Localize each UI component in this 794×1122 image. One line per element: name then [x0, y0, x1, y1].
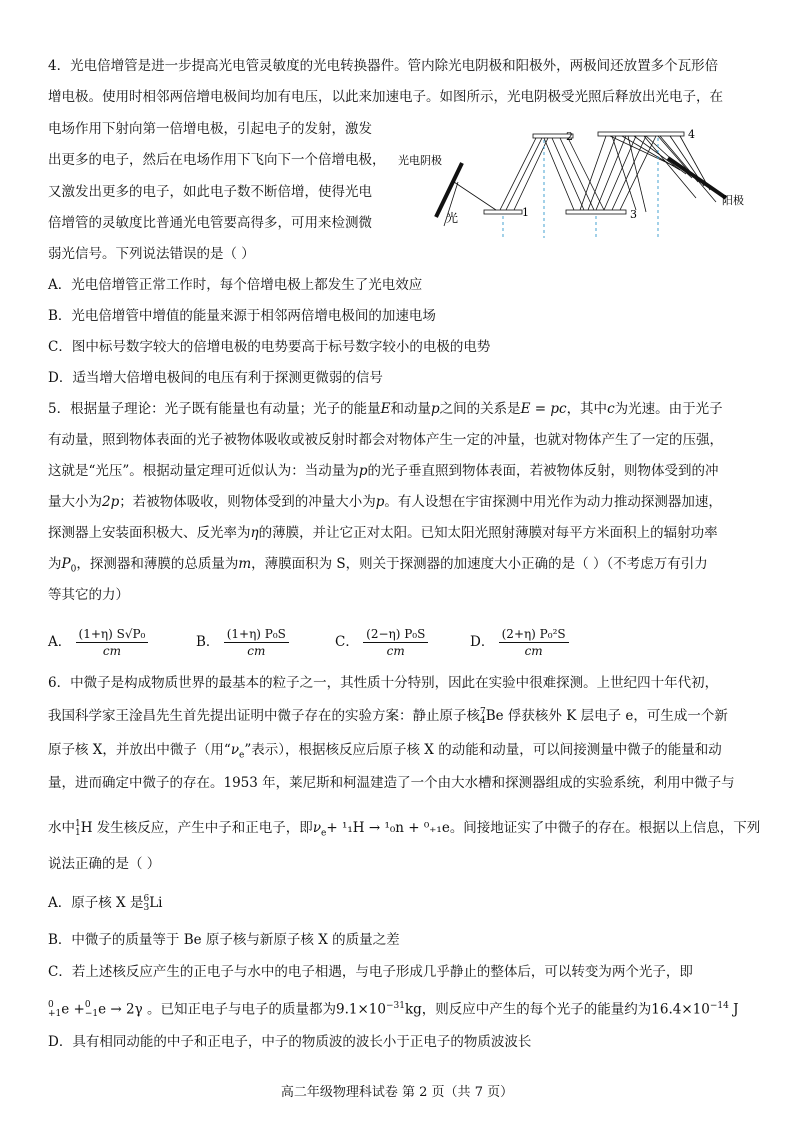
q6-line-3: 原子核 X，并放出中微子（用“$\nu_e$”表示），根据核反应后原子核 X 的动能和动量，可以间接测量中微子的能量和动 — [48, 742, 722, 761]
q4-line-2: 增电极。使用时相邻两倍增电极间均加有电压，以此来加速电子。如图所示，光电阴极受光照后释放出光电子，在 — [48, 89, 723, 105]
q4-option-d: D．适当增大倍增电极间的电压有利于探测更微弱的信号 — [48, 370, 383, 386]
page-footer: 高二年级物理科试卷 第 2 页（共 7 页） — [280, 1085, 514, 1100]
q4-line-1: 4．光电倍增管是进一步提高光电管灵敏度的光电转换器件。管内除光电阴极和阳极外，两极间还放置多个瓦形倍 — [48, 58, 719, 74]
fig-label-4: 4 — [688, 128, 695, 141]
q5-option-a: A． $\frac{\text{(1+η) S√P₀}}{cm}$ — [48, 626, 148, 659]
q5-line-1: 5．根据量子理论：光子既有能量也有动量；光子的能量E和动量p之间的关系是E = pc，其中c为光速。由于光子 — [48, 401, 723, 417]
q6-option-b: B．中微子的质量等于 Be 原子核与新原子核 X 的质量之差 — [48, 932, 400, 948]
fig-label-cathode: 光电阴极 — [398, 154, 442, 167]
fig-label-2: 2 — [566, 130, 573, 143]
q4-line-4: 出更多的电子，然后在电场作用下飞向下一个倍增电极， — [48, 152, 386, 168]
q5-option-b: B． $\frac{\text{(1+η) P₀S}}{cm}$ — [196, 626, 289, 659]
q6-line-4: 量，进而确定中微子的存在。1953 年，莱尼斯和柯温建造了一个由大水槽和探测器组成的实验系统，利用中微子与 — [48, 775, 735, 791]
q6-option-d: D．具有相同动能的中子和正电子，中子的物质波的波长小于正电子的物质波波长 — [48, 1034, 532, 1050]
q6-option-c-line-2: 0 +1 e + 0 −1 e → 2γ 。已知正电子与电子的质量都为$9.1\times 10^{-31}kg$，则反应中产生的每个光子的能量约为$16.4\times 10^{-14}$ J — [48, 1000, 739, 1019]
q4-option-c: C．图中标号数字较大的倍增电极的电势要高于标号数字较小的电极的电势 — [48, 339, 491, 355]
q6-line-2: 我国科学家王淦昌先生首先提出证明中微子存在的实验方案：静止原子核 7 4 Be 俘获核外 K 层电子 e，可生成一个新 — [48, 706, 728, 726]
q5-option-d: D． $\frac{\text{(2+η) P₀²S}}{cm}$ — [470, 626, 569, 659]
q6-line-5: 水中 1 1 H 发生核反应，产生中子和正电子，即$\nu_e+ ^1_1H \to ^1_0n + ^0_{+1}e$。间接地证实了中微子的存在。根据以上信息，下列 — [48, 818, 761, 839]
fig-label-3: 3 — [630, 208, 637, 221]
q4-line-6: 倍增管的灵敏度比普通光电管要高得多，可用来检测微 — [48, 215, 372, 231]
q5-line-3: 这就是“光压”。根据动量定理可近似认为：当动量为p的光子垂直照到物体表面，若被物体反射，则物体受到的冲 — [48, 463, 719, 479]
q4-option-b: B．光电倍增管中增值的能量来源于相邻两倍增电极间的加速电场 — [48, 308, 436, 324]
q5-line-4: 量大小为2p；若被物体吸收，则物体受到的冲量大小为p。有人设想在宇宙探测中用光作为动力推动探测器加速， — [48, 494, 722, 510]
q5-option-c: C． $\frac{\text{(2−η) P₀S}}{cm}$ — [335, 626, 428, 659]
q4-line-3: 电场作用下射向第一倍增电极，引起电子的发射，激发 — [48, 121, 372, 137]
photomultiplier-diagram — [396, 122, 766, 240]
q4-line-7: 弱光信号。下列说法错误的是（ ） — [48, 246, 255, 262]
q6-line-6: 说法正确的是（ ） — [48, 856, 161, 872]
q6-option-c-line-1: C．若上述核反应产生的正电子与水中的电子相遇，与电子形成几乎静止的整体后，可以转变为两个光子，即 — [48, 964, 693, 980]
q5-line-7: 等其它的力） — [48, 587, 129, 603]
q4-option-a: A．光电倍增管正常工作时，每个倍增电极上都发生了光电效应 — [48, 277, 423, 293]
q4-line-5: 又激发出更多的电子，如此电子数不断倍增，使得光电 — [48, 184, 372, 200]
fig-label-light: 光 — [446, 211, 459, 225]
q5-line-2: 有动量，照到物体表面的光子被物体吸收或被反射时都会对物体产生一定的冲量，也就对物体产生了一定的压强， — [48, 432, 723, 448]
fig-label-1: 1 — [522, 206, 529, 219]
q5-line-6: 为$P_0$，探测器和薄膜的总质量为m，薄膜面积为 S，则关于探测器的加速度大小正确的是（ ）（不考虑万有引力 — [48, 556, 708, 575]
q6-option-a: A．原子核 X 是 6 3 Li — [48, 893, 163, 913]
q6-line-1: 6．中微子是构成物质世界的最基本的粒子之一，其性质十分特别，因此在实验中很难探测。上世纪四十年代初， — [48, 675, 719, 691]
fig-label-anode: 阳极 — [722, 194, 744, 207]
q5-line-5: 探测器上安装面积极大、反光率为η的薄膜，并让它正对太阳。已知太阳光照射薄膜对每平方米面积上的辐射功率 — [48, 525, 718, 541]
